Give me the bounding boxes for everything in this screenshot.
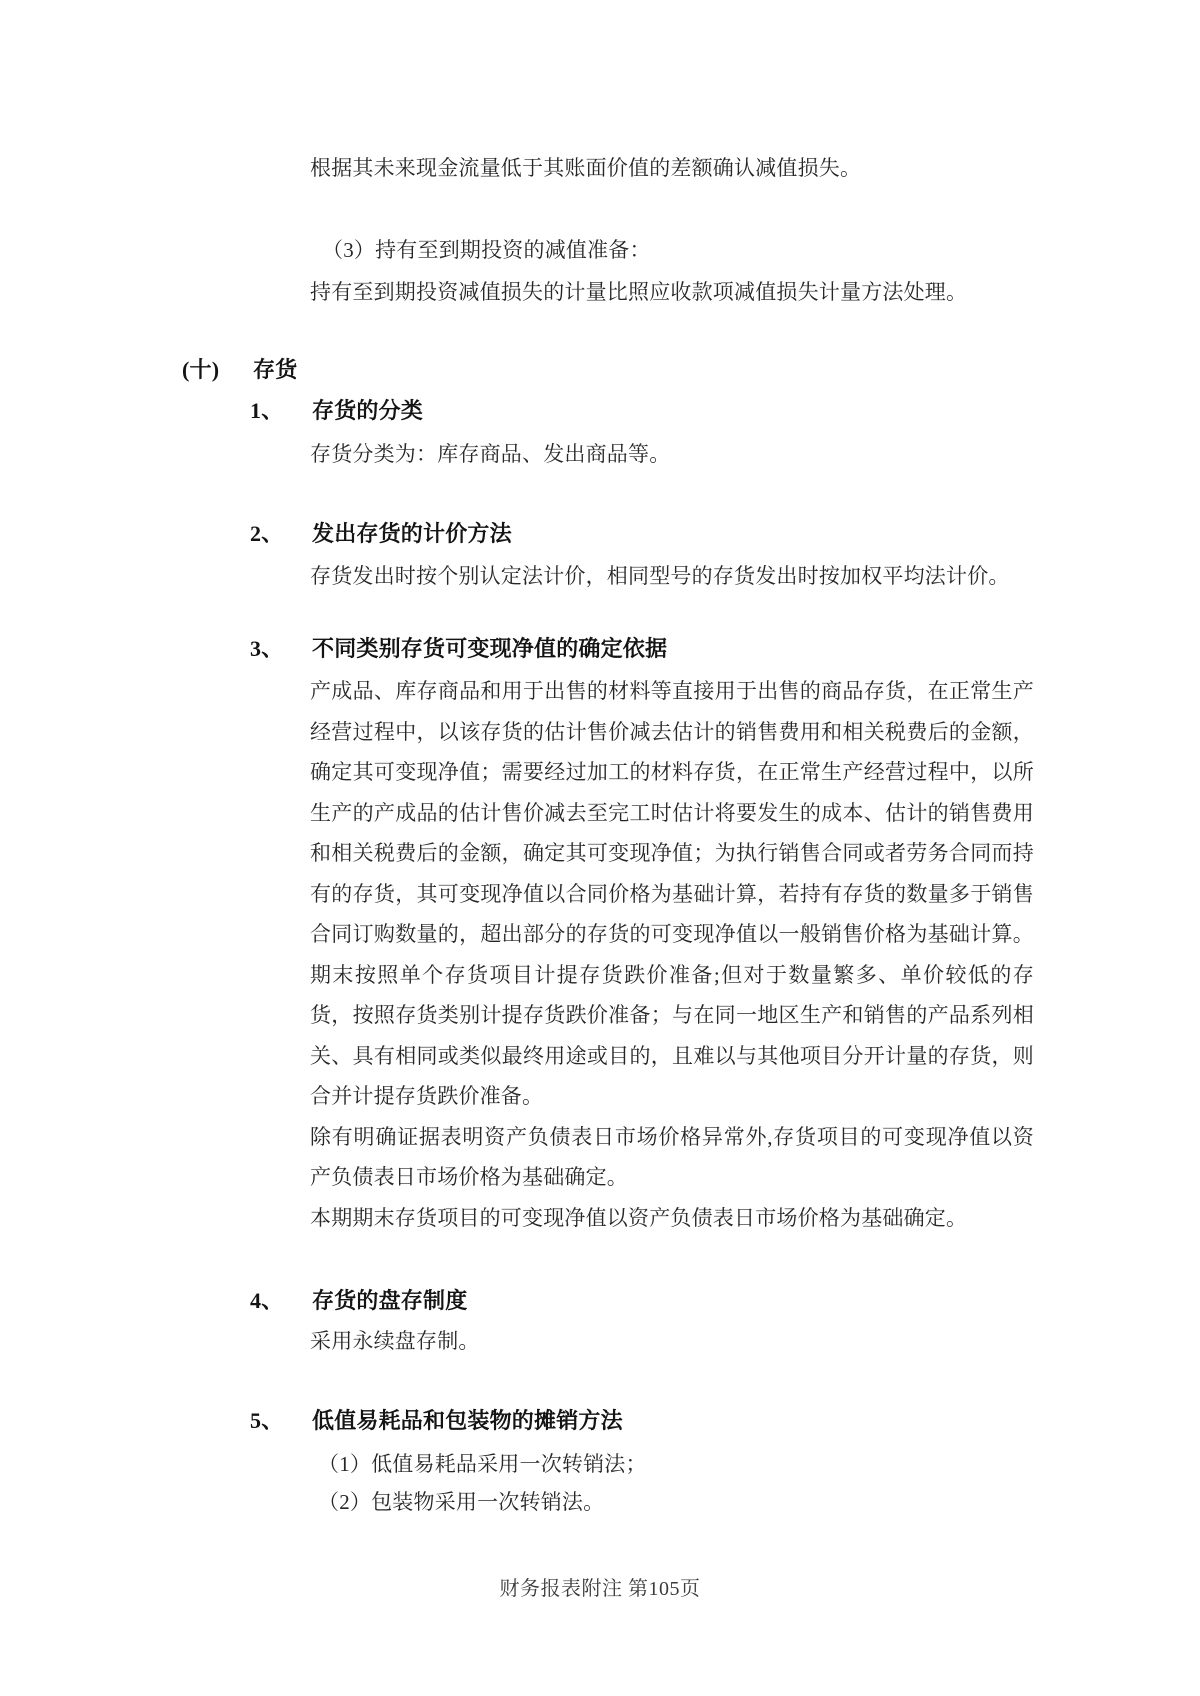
intro-line: 根据其未来现金流量低于其账面价值的差额确认减值损失。 [310,156,862,180]
subsection-4-number: 4、 [250,1288,284,1313]
subsection-1-number: 1、 [250,398,284,423]
subsection-4-title: 存货的盘存制度 [312,1288,468,1313]
page-footer: 财务报表附注 第105页 [499,1578,701,1600]
subsection-2-number: 2、 [250,521,284,546]
subsection-5-item-1: （1）低值易耗品采用一次转销法； [318,1452,647,1476]
subsection-5-item-2: （2）包装物采用一次转销法。 [318,1490,605,1514]
subsection-3-paragraphs [310,671,1034,1238]
nrv-paragraph-2: 除有明确证据表明资产负债表日市场价格异常外,存货项目的可变现净值以资产负债表日市场价格为基础确定。 [310,1124,1034,1189]
nrv-paragraph-1: 产成品、库存商品和用于出售的材料等直接用于出售的商品存货，在正常生产经营过程中，以该存货的估计售价减去估计的销售费用和相关税费后的金额，确定其可变现净值；需要经过加工的材料存货，在正常生产经营过程中，以所生产的产成品的估计售价减去至完工时估计将要发生的成本、估计的销售费用和相关税费后的金额，确定其可变现净值；为执行销售合同或者劳务合同而持有的存货，其可变现净值以合同价格为基础计算，若持有存货的数量多于销售合同订购数量的，超出部分的存货的可变现净值以一般销售价格为基础计算。期末按照单个存货项目计提存货跌价准备;但对于数量繁多、单价较低的存货，按照存货类别计提存货跌价准备；与在同一地区生产和销售的产品系列相关、具有相同或类似最终用途或目的，且难以与其他项目分开计量的存货，则合并计提存货跌价准备。 [310,679,1034,1108]
subsection-3-title: 不同类别存货可变现净值的确定依据 [312,636,668,661]
section-number: (十) [182,357,220,382]
subsection-2-title: 发出存货的计价方法 [312,521,512,546]
subsection-1-body: 存货分类为：库存商品、发出商品等。 [310,442,671,466]
subsection-3-number: 3、 [250,636,284,661]
held-to-maturity-body: 持有至到期投资减值损失的计量比照应收款项减值损失计量方法处理。 [310,280,968,304]
section-title: 存货 [253,357,298,382]
nrv-paragraph-3: 本期期末存货项目的可变现净值以资产负债表日市场价格为基础确定。 [310,1205,968,1230]
subsection-4-body: 采用永续盘存制。 [310,1329,480,1353]
subsection-5-title: 低值易耗品和包装物的摊销方法 [312,1408,623,1433]
subsection-2-body: 存货发出时按个别认定法计价，相同型号的存货发出时按加权平均法计价。 [310,564,1010,588]
subsection-5-number: 5、 [250,1408,284,1433]
subsection-1-title: 存货的分类 [312,398,424,423]
held-to-maturity-heading: （3）持有至到期投资的减值准备： [322,238,651,262]
